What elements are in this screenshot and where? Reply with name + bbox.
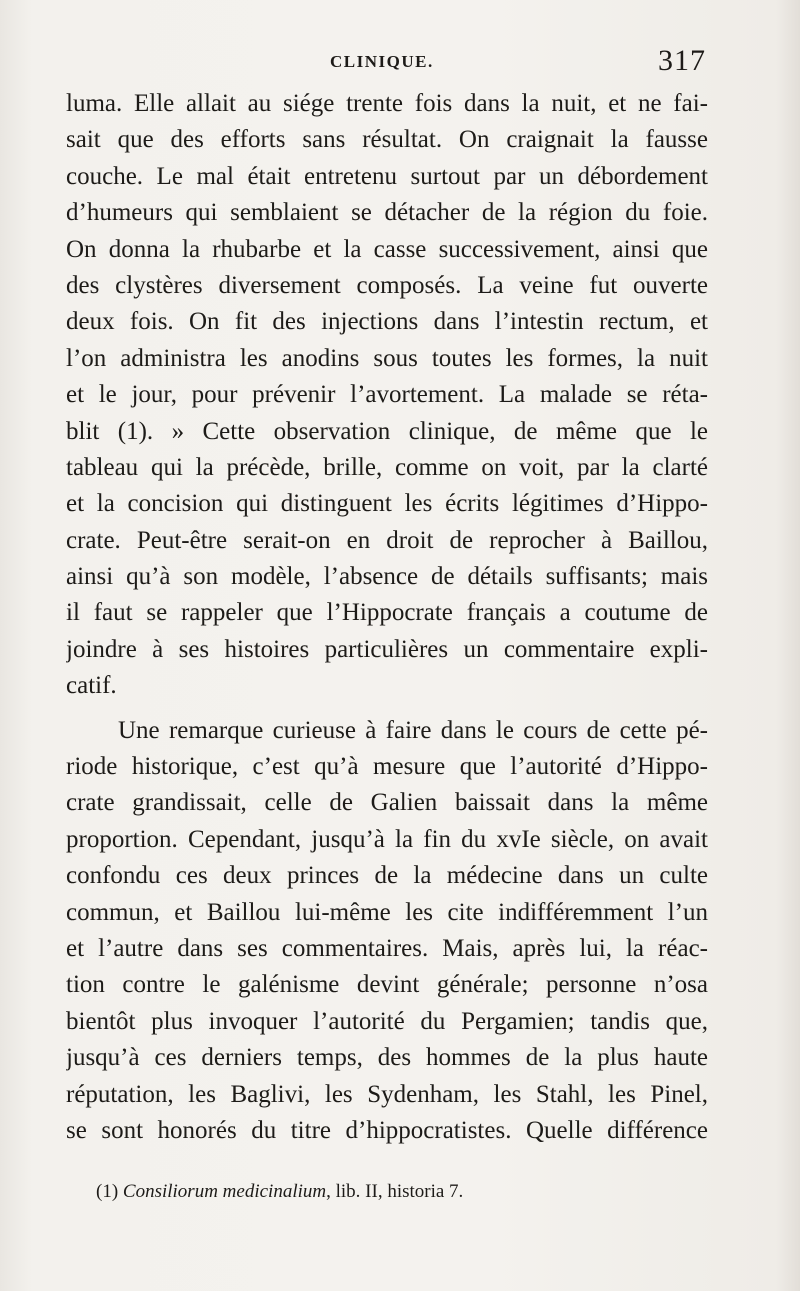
text-line: sait que des efforts sans résultat. On craignait la fausse: [66, 126, 708, 154]
text-line: commun, et Baillou lui-même les cite indifféremment l’un: [66, 898, 708, 926]
text-line: catif.: [66, 672, 117, 700]
text-line: d’humeurs qui semblaient se détacher de la région du foie.: [66, 199, 708, 227]
text-line: bientôt plus invoquer l’autorité du Pergamien; tandis que,: [66, 1007, 708, 1035]
body-text: [66, 86, 708, 1149]
text-line: des clystères diversement composés. La veine fut ouverte: [66, 271, 708, 299]
text-line: riode historique, c’est qu’à mesure que l’autorité d’Hippo-: [66, 753, 708, 781]
paragraph-2: [66, 713, 708, 1150]
text-line: luma. Elle allait au siége trente fois dans la nuit, et ne fai-: [66, 90, 708, 117]
text-line: et la concision qui distinguent les écrits légitimes d’Hippo-: [66, 490, 708, 518]
text-line: se sont honorés du titre d’hippocratistes. Quelle différence: [66, 1116, 708, 1144]
footnote-title: Consiliorum medicinalium: [122, 1181, 327, 1202]
text-line: l’on administra les anodins sous toutes les formes, la nuit: [66, 344, 708, 372]
page-number: 317: [658, 44, 706, 77]
text-line: et l’autre dans ses commentaires. Mais, après lui, la réac-: [66, 934, 708, 962]
text-line: il faut se rappeler que l’Hippocrate français a coutume de: [66, 599, 708, 627]
footnote-reference: , lib. II, historia 7.: [326, 1181, 464, 1202]
text-line: tion contre le galénisme devint générale; personne n’osa: [66, 971, 708, 999]
text-line: confondu ces deux princes de la médecine dans un culte: [66, 862, 708, 890]
text-line: blit (1). » Cette observation clinique, de même que le: [66, 417, 708, 445]
text-line: crate. Peut-être serait-on en droit de reprocher à Baillou,: [66, 526, 708, 554]
text-line: et le jour, pour prévenir l’avortement. La malade se réta-: [66, 381, 708, 409]
text-line: joindre à ses histoires particulières un commentaire expli-: [66, 635, 708, 663]
text-line: On donna la rhubarbe et la casse successivement, ainsi que: [66, 235, 708, 263]
text-line: ainsi qu’à son modèle, l’absence de détails suffisants; mais: [66, 563, 708, 591]
footnote: [96, 1178, 656, 1206]
text-line: réputation, les Baglivi, les Sydenham, les Stahl, les Pinel,: [66, 1080, 708, 1108]
page-header: [66, 44, 708, 84]
text-line: jusqu’à ces derniers temps, des hommes de la plus haute: [66, 1044, 708, 1072]
paragraph-gap: [66, 705, 708, 713]
footnote-marker: (1): [96, 1181, 119, 1202]
running-head: CLINIQUE.: [330, 52, 434, 71]
text-line: couche. Le mal était entretenu surtout par un débordement: [66, 162, 708, 190]
text-line: Une remarque curieuse à faire dans le cours de cette pé-: [118, 716, 708, 744]
text-line: deux fois. On fit des injections dans l’intestin rectum, et: [66, 308, 708, 336]
text-line: tableau qui la précède, brille, comme on voit, par la clarté: [66, 453, 708, 481]
text-line: crate grandissait, celle de Galien baissait dans la même: [66, 789, 708, 817]
paragraph-1: [66, 86, 708, 705]
text-line: proportion. Cependant, jusqu’à la fin du xvIe siècle, on avait: [66, 825, 708, 853]
